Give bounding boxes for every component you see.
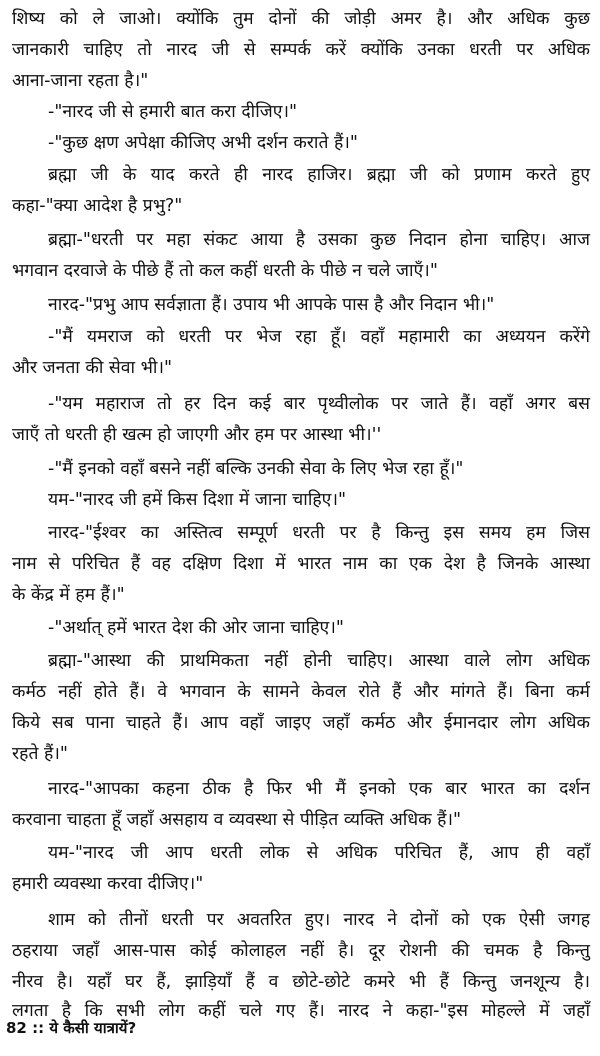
text-line: जानकारी चाहिए तो नारद जी से सम्पर्क करें क्योंकि उनका धरती पर अधिक xyxy=(12,40,590,60)
text-line: -"कुछ क्षण अपेक्षा कीजिए अभी दर्शन कराते हैं।" xyxy=(48,133,358,153)
page-number: 82 xyxy=(6,1019,27,1037)
page-footer xyxy=(6,1018,136,1038)
text-line: -"अर्थात् हमें भारत देश की ओर जाना चाहिए।" xyxy=(48,618,344,638)
text-line: हमारी व्यवस्था करवा दीजिए।" xyxy=(12,874,204,894)
text-line: ठहराया जहाँ आस-पास कोई कोलाहल नहीं है। दूर रोशनी की चमक है किन्तु xyxy=(12,941,590,961)
text-line: जाएँ तो धरती ही खत्म हो जाएगी और हम पर आस्था भी।'' xyxy=(12,425,382,445)
text-line: ब्रह्मा जी के याद करते ही नारद हाजिर। ब्रह्मा जी को प्रणाम करते हुए xyxy=(48,165,590,185)
text-line: कर्मठ नहीं होते हैं। वे भगवान के सामने केवल रोते हैं और मांगते हैं। बिना कर्म xyxy=(12,682,590,702)
text-line: नाम से परिचित हैं वह दक्षिण दिशा में भारत नाम का एक देश है जिनके आस्था xyxy=(12,554,590,574)
text-line: और जनता की सेवा भी।" xyxy=(12,358,173,378)
text-line: नारद-"ईश्वर का अस्तित्व सम्पूर्ण धरती पर है किन्तु इस समय हम जिस xyxy=(48,523,590,543)
text-line: भगवान दरवाजे के पीछे हैं तो कल कहीं धरती के पीछे न चले जाएँ।" xyxy=(12,261,438,281)
text-line: -"यम महाराज तो हर दिन कई बार पृथ्वीलोक पर जाते हैं। वहाँ अगर बस xyxy=(48,394,590,414)
text-line: यम-"नारद जी आप धरती लोक से अधिक परिचित हैं, आप ही वहाँ xyxy=(48,843,590,863)
text-line: करवाना चाहता हूँ जहाँ असहाय व व्यवस्था से पीड़ित व्यक्ति अधिक हैं।" xyxy=(12,810,462,830)
text-line: नीरव है। यहाँ घर हैं, झाड़ियाँ हैं व छोटे-छोटे कमरे भी हैं किन्तु जनशून्य है। xyxy=(12,972,590,992)
text-line: यम-"नारद जी हमें किस दिशा में जाना चाहिए।" xyxy=(48,490,347,510)
text-line: आना-जाना रहता है।" xyxy=(12,71,149,91)
text-line: लगता है कि सभी लोग कहीं चले गए हैं। नारद ने कहा-"इस मोहल्ले में जहाँ xyxy=(12,1001,590,1021)
text-line: नारद-"प्रभु आप सर्वज्ञाता हैं। उपाय भी आपके पास है और निदान भी।" xyxy=(48,295,495,315)
text-line: शिष्य को ले जाओ। क्योंकि तुम दोनों की जोड़ी अमर है। और अधिक कुछ xyxy=(12,9,590,29)
text-line: किये सब पाना चाहते हैं। आप वहाँ जाइए जहाँ कर्मठ और ईमानदार लोग अधिक xyxy=(12,713,590,733)
footer-separator: :: xyxy=(32,1019,45,1037)
text-line: ब्रह्मा-"आस्था की प्राथमिकता नहीं होनी चाहिए। आस्था वाले लोग अधिक xyxy=(48,651,590,671)
text-line: कहा-"क्या आदेश है प्रभु?" xyxy=(12,196,183,216)
text-line: नारद-"आपका कहना ठीक है फिर भी मैं इनको एक बार भारत का दर्शन xyxy=(48,779,590,799)
text-line: के केंद्र में हम हैं।" xyxy=(12,585,125,605)
text-line: -"नारद जी से हमारी बात करा दीजिए।" xyxy=(48,102,298,122)
book-title: ये कैसी यात्रायें? xyxy=(49,1019,137,1037)
text-line: -"मैं यमराज को धरती पर भेज रहा हूँ। वहाँ महामारी का अध्ययन करेंगे xyxy=(48,327,590,347)
text-line: -"मैं इनको वहाँ बसने नहीं बल्कि उनकी सेवा के लिए भेज रहा हूँ।" xyxy=(48,459,464,479)
text-line: शाम को तीनों धरती पर अवतरित हुए। नारद ने दोनों को एक ऐसी जगह xyxy=(48,910,590,930)
text-line: ब्रह्मा-"धरती पर महा संकट आया है उसका कुछ निदान होना चाहिए। आज xyxy=(48,230,590,250)
text-line: रहते हैं।" xyxy=(12,744,68,764)
